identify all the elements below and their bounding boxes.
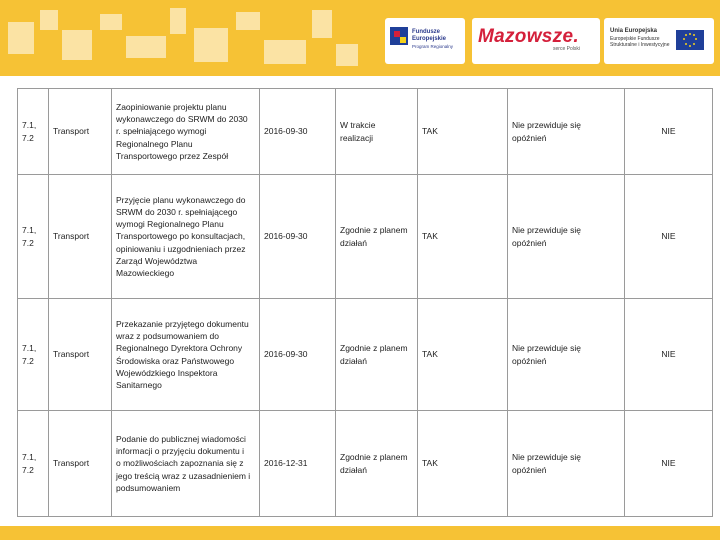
cell-nr: 7.1, 7.2 [18,89,49,175]
cell-status: Zgodnie z planem działań [336,299,418,411]
decor-shape [170,8,186,34]
fe-logo-line-2: Europejskie [412,36,447,42]
cell-obszar: Transport [49,411,112,517]
cell-nr: 7.1, 7.2 [18,299,49,411]
cell-opoznienia: Nie przewiduje się opóźnień [508,175,625,299]
cell-nr: 7.1, 7.2 [18,411,49,517]
decor-shape [264,40,306,64]
cell-dzialanie: Zaopiniowanie projektu planu wykonawczego do SRWM do 2030 r. spełniającego wymogi Regionalnego Planu Transportowego przez Zespół [112,89,260,175]
cell-termin: 2016-09-30 [260,299,336,411]
cell-opoznienia: Nie przewiduje się opóźnień [508,299,625,411]
cell-zgodnosc: TAK [418,89,508,175]
cell-zgodnosc: TAK [418,175,508,299]
cell-opoznienia: Nie przewiduje się opóźnień [508,411,625,517]
cell-ryzyko: NIE [625,299,713,411]
cell-zgodnosc: TAK [418,299,508,411]
eu-logo-line-2: Europejskie Fundusze [610,36,660,42]
progress-table [17,88,713,517]
fe-logo-icon [390,27,408,45]
fe-logo-yellow-mark [400,37,406,43]
decor-shape [62,30,92,60]
cell-obszar: Transport [49,89,112,175]
decor-shape [8,22,34,54]
cell-termin: 2016-12-31 [260,411,336,517]
cell-ryzyko: NIE [625,411,713,517]
eu-logo-line-1: Unia Europejska [610,28,658,34]
decor-shape [336,44,358,66]
decor-shape [312,10,332,38]
header-banner [0,0,720,76]
cell-termin: 2016-09-30 [260,89,336,175]
fe-logo-line-3: Program Regionalny [412,44,454,49]
cell-nr: 7.1, 7.2 [18,175,49,299]
cell-zgodnosc: TAK [418,411,508,517]
table-row [18,89,713,175]
cell-termin: 2016-09-30 [260,175,336,299]
cell-obszar: Transport [49,175,112,299]
cell-opoznienia: Nie przewiduje się opóźnień [508,89,625,175]
eu-flag-icon [676,30,704,50]
decor-shape [40,10,58,30]
fe-logo-line-1: Fundusze [412,29,440,35]
cell-dzialanie: Przekazanie przyjętego dokumentu wraz z podsumowaniem do Regionalnego Dyrektora Ochrony Środowiska oraz Państwowego Wojewódzkiego Inspektora Sanitarnego [112,299,260,411]
cell-dzialanie: Podanie do publicznej wiadomości informacji o przyjęciu dokumentu i o możliwościach zapoznania się z jego treścią wraz z uzasadnieniem i podsumowaniem [112,411,260,517]
decor-shape [126,36,166,58]
decor-shape [100,14,122,30]
cell-obszar: Transport [49,299,112,411]
cell-status: W trakcie realizacji [336,89,418,175]
eu-logo-line-3: Strukturalne i Inwestycyjne [610,42,670,48]
cell-ryzyko: NIE [625,89,713,175]
mazowsze-logo: Mazowsze. [478,26,579,47]
fundusze-europejskie-logo [385,18,465,64]
cell-status: Zgodnie z planem działań [336,175,418,299]
cell-status: Zgodnie z planem działań [336,411,418,517]
footer-bar [0,526,720,540]
mazowsze-tagline: serce Polski [553,46,580,52]
decor-shape [194,28,228,62]
table-row [18,299,713,411]
cell-ryzyko: NIE [625,175,713,299]
decor-shape [236,12,260,30]
cell-dzialanie: Przyjęcie planu wykonawczego do SRWM do 2030 r. spełniającego wymogi Regionalnego Planu Transportowego po konsultacjach, opiniowaniu i uzgodnieniach przez Zarząd Województwa Mazowieckiego [112,175,260,299]
table-row [18,175,713,299]
table-row [18,411,713,517]
